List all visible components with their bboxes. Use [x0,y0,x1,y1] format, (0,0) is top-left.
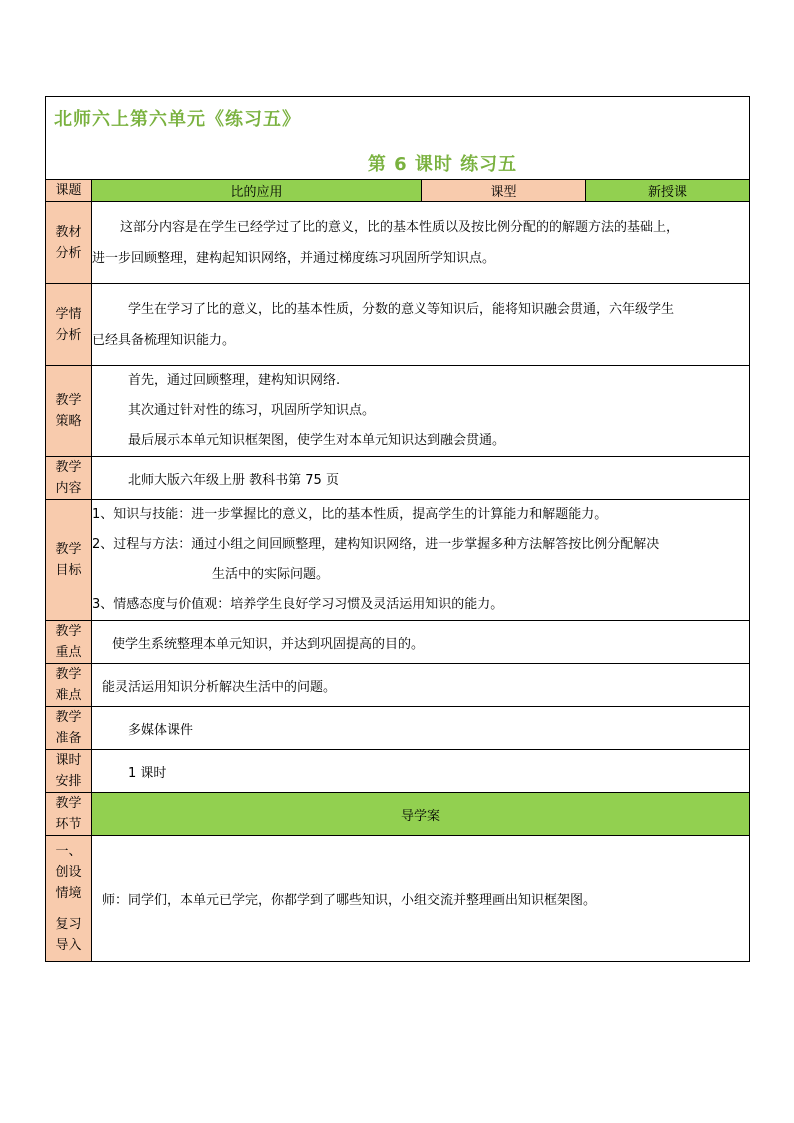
title-cell [46,97,750,180]
text-line: 已经具备梳理知识能力。 [92,332,236,348]
lesson-plan-page [45,96,749,962]
preparation-text [92,707,750,750]
objective-line: 2、过程与方法：通过小组之间回顾整理，建构知识网络，进一步掌握多种方法解答按比例分配解决 [92,537,660,552]
text-line: 学生在学习了比的意义，比的基本性质，分数的意义等知识后，能将知识融会贯通，六年级学生 [128,301,675,317]
label-spacer [46,904,91,914]
student-analysis-row [46,284,750,366]
process-label [46,793,92,836]
difficulties-text [92,664,750,707]
objectives-text [92,500,750,621]
text-line: 师：同学们，本单元已学完，你都学到了哪些知识，小组交流并整理画出知识框架图。 [102,893,597,908]
label-line: 安排 [55,774,82,789]
label-line: 目标 [55,563,82,578]
label-line: 创设 [55,865,82,880]
material-analysis-row [46,202,750,284]
strategy-text [92,366,750,457]
label-line: 教学 [55,796,82,811]
step1-text [92,836,750,962]
label-line: 课时 [55,753,82,768]
label-line: 策略 [55,414,82,429]
objective-line: 生活中的实际问题。 [212,567,330,582]
material-analysis-text [92,202,750,284]
text-line: 进一步回顾整理，建构起知识网络，并通过梯度练习巩固所学知识点。 [92,250,496,266]
label-line: 复习 [55,917,82,932]
label-line: 分析 [55,245,82,261]
topic-value: 比的应用 [92,180,422,202]
label-line: 准备 [55,731,82,746]
process-row [46,793,750,836]
content-text [92,457,750,500]
topic-label: 课题 [46,180,92,202]
type-label: 课型 [422,180,586,202]
title-row [46,97,750,180]
text-line: 多媒体课件 [128,722,194,738]
key-points-label [46,621,92,664]
material-analysis-label [46,202,92,284]
label-line: 教学 [55,542,82,557]
label-line: 分析 [55,327,82,343]
text-line: 使学生系统整理本单元知识，并达到巩固提高的目的。 [112,636,425,652]
text-line: 1 课时 [128,765,167,781]
label-line: 一、 [55,844,82,859]
label-line: 重点 [55,645,82,660]
objective-line: 3、情感态度与价值观：培养学生良好学习习惯及灵活运用知识的能力。 [92,597,504,612]
text-line: 北师大版六年级上册 教科书第 75 页 [128,472,339,488]
lesson-title: 第 6 课时 练习五 [367,154,518,175]
label-line: 教学 [55,710,82,725]
label-line: 情境 [55,886,82,901]
label-line: 教学 [55,393,82,408]
difficulties-row [46,664,750,707]
label-line: 导入 [55,938,82,953]
strategy-item: 最后展示本单元知识框架图，使学生对本单元知识达到融会贯通。 [128,433,506,448]
process-header: 导学案 [92,793,750,836]
label-line: 环节 [55,817,82,832]
strategy-item: 其次通过针对性的练习，巩固所学知识点。 [128,403,376,418]
label-line: 学情 [55,306,82,322]
topic-row [46,180,750,202]
type-value: 新授课 [586,180,750,202]
preparation-label [46,707,92,750]
label-line: 难点 [55,688,82,703]
strategy-label [46,366,92,457]
text-line: 这部分内容是在学生已经学过了比的意义，比的基本性质以及按比例分配的的解题方法的基础上， [120,219,680,235]
step1-row [46,836,750,962]
student-analysis-label [46,284,92,366]
label-line: 教材 [55,224,82,240]
lesson-plan-table [45,96,750,962]
label-line: 内容 [55,481,82,496]
strategy-item: 首先，通过回顾整理，建构知识网络. [128,373,341,388]
student-analysis-text [92,284,750,366]
schedule-row [46,750,750,793]
label-line: 教学 [55,460,82,475]
label-line: 教学 [55,624,82,639]
key-points-text [92,621,750,664]
schedule-text [92,750,750,793]
step1-label [46,836,92,962]
document-title: 北师六上第六单元《练习五》 [54,109,301,130]
text-line: 能灵活运用知识分析解决生活中的问题。 [102,679,337,695]
key-points-row [46,621,750,664]
difficulties-label [46,664,92,707]
preparation-row [46,707,750,750]
label-line: 教学 [55,667,82,682]
content-label [46,457,92,500]
objectives-label [46,500,92,621]
strategy-row [46,366,750,457]
objectives-row [46,500,750,621]
objective-line: 1、知识与技能：进一步掌握比的意义，比的基本性质，提高学生的计算能力和解题能力。 [92,507,608,522]
schedule-label [46,750,92,793]
content-row [46,457,750,500]
